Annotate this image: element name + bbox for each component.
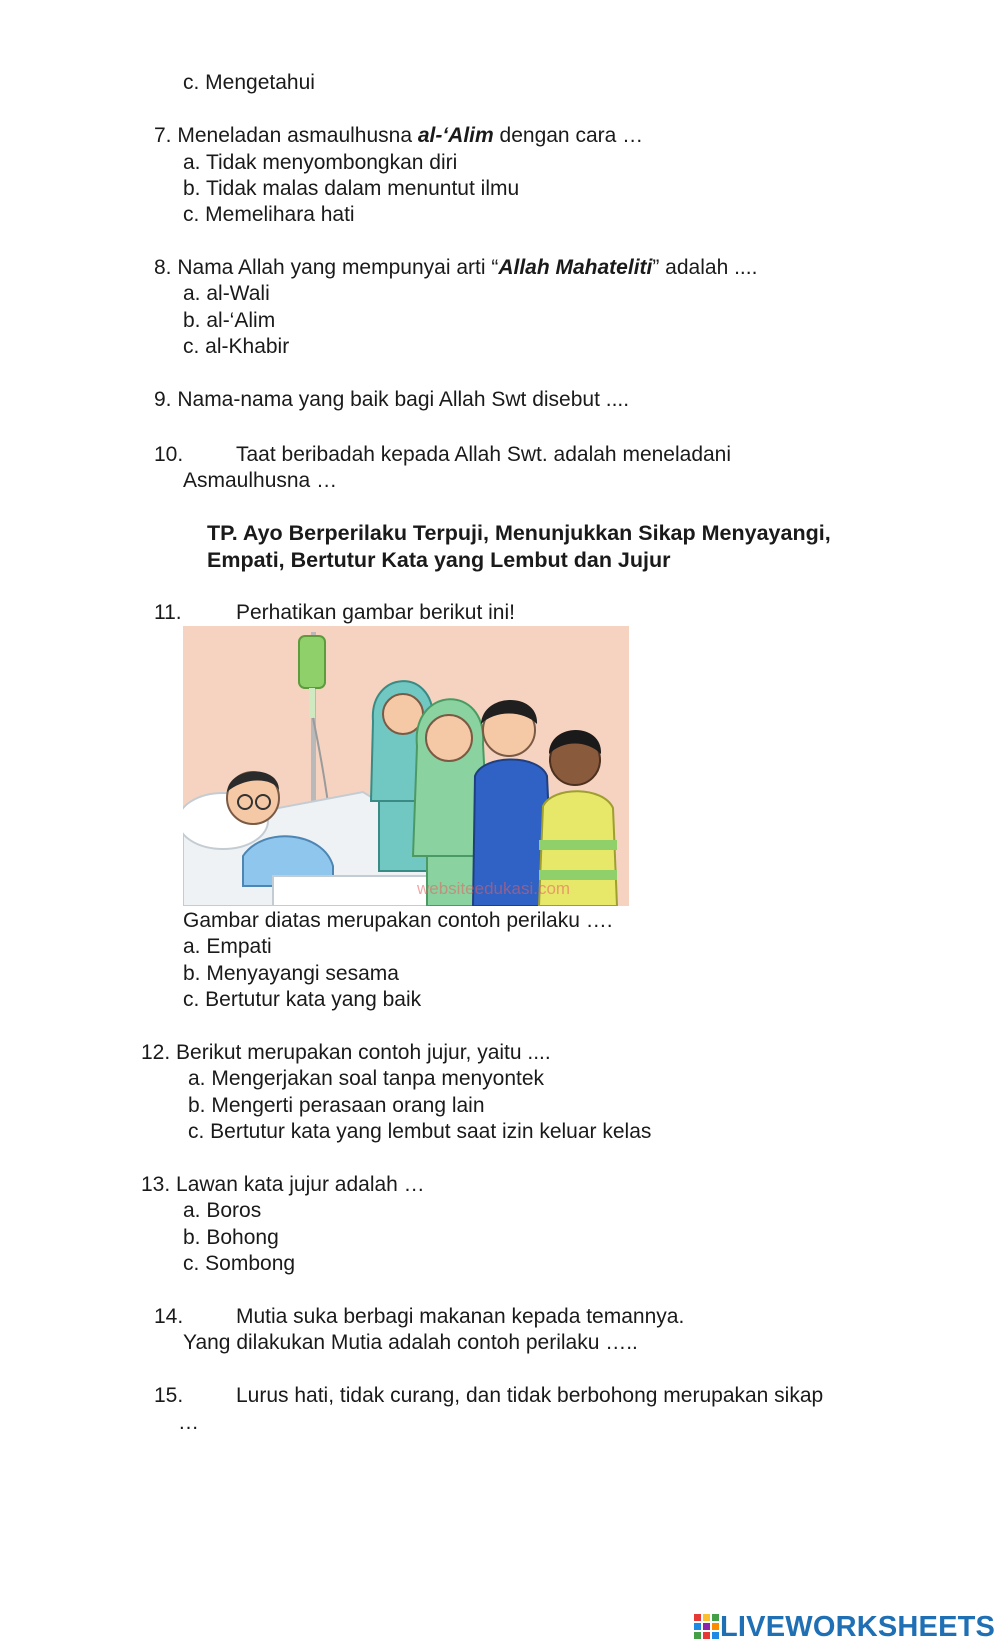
q8-question [154, 255, 757, 282]
section-heading-line1: TP. Ayo Berperilaku Terpuji, Menunjukkan Sikap Menyayangi, [207, 521, 831, 545]
section-heading-line2: Empati, Bertutur Kata yang Lembut dan Jujur [207, 548, 671, 572]
q11-question: Perhatikan gambar berikut ini! [236, 601, 515, 624]
q7-option-a: a. Tidak menyombongkan diri [183, 151, 458, 174]
q8-option-c: c. al-Khabir [183, 335, 290, 358]
q15-number: 15. [154, 1384, 184, 1407]
q7-text-suffix: dengan cara … [493, 124, 644, 147]
q12-question: 12. Berikut merupakan contoh jujur, yaitu .... [141, 1041, 551, 1064]
illustration-watermark: websiteedukasi.com [417, 879, 571, 898]
q12-option-b: b. Mengerti perasaan orang lain [188, 1094, 485, 1117]
q7-option-b: b. Tidak malas dalam menuntut ilmu [183, 177, 520, 200]
q9-question: 9. Nama-nama yang baik bagi Allah Swt disebut .... [154, 388, 630, 411]
q10-question-cont: Asmaulhusna … [183, 469, 338, 492]
q13-question: 13. Lawan kata jujur adalah … [141, 1173, 425, 1196]
q8-option-a: a. al-Wali [183, 282, 270, 305]
q12-option-a: a. Mengerjakan soal tanpa menyontek [188, 1067, 545, 1090]
q14-question-cont: Yang dilakukan Mutia adalah contoh perilaku ….. [183, 1331, 638, 1354]
q15-question-cont: … [178, 1411, 199, 1434]
q13-option-c: c. Sombong [183, 1252, 296, 1275]
q14-number: 14. [154, 1305, 184, 1328]
q8-text-prefix: 8. Nama Allah yang mempunyai arti “ [154, 256, 499, 279]
q11-caption: Gambar diatas merupakan contoh perilaku …. [183, 909, 613, 932]
q7-option-c: c. Memelihara hati [183, 203, 355, 226]
q11-number: 11. [154, 601, 182, 624]
q11-option-a: a. Empati [183, 935, 272, 958]
q7-question [154, 123, 643, 150]
hospital-visit-illustration [183, 626, 629, 906]
q10-number: 10. [154, 443, 184, 466]
q8-option-b: b. al-‘Alim [183, 309, 276, 332]
liveworksheets-logo[interactable] [694, 1612, 995, 1642]
q8-text-suffix: ” adalah .... [652, 256, 758, 279]
q14-question: Mutia suka berbagi makanan kepada temannya. [236, 1305, 685, 1328]
liveworksheets-logo-icon [694, 1614, 720, 1640]
q11-option-b: b. Menyayangi sesama [183, 962, 399, 985]
q7-text-prefix: 7. Meneladan asmaulhusna [154, 124, 418, 147]
q12-option-c: c. Bertutur kata yang lembut saat izin keluar kelas [188, 1120, 652, 1143]
q11-option-c: c. Bertutur kata yang baik [183, 988, 422, 1011]
q8-term: Allah Mahateliti [498, 256, 653, 279]
q13-option-b: b. Bohong [183, 1226, 279, 1249]
q13-option-a: a. Boros [183, 1199, 262, 1222]
liveworksheets-logo-text: LIVEWORKSHEETS [720, 1610, 996, 1643]
q15-question: Lurus hati, tidak curang, dan tidak berbohong merupakan sikap [236, 1384, 824, 1407]
q6-option-c: c. Mengetahui [183, 71, 315, 94]
q10-question: Taat beribadah kepada Allah Swt. adalah meneladani [236, 443, 732, 466]
q7-term: al-‘Alim [417, 124, 494, 147]
